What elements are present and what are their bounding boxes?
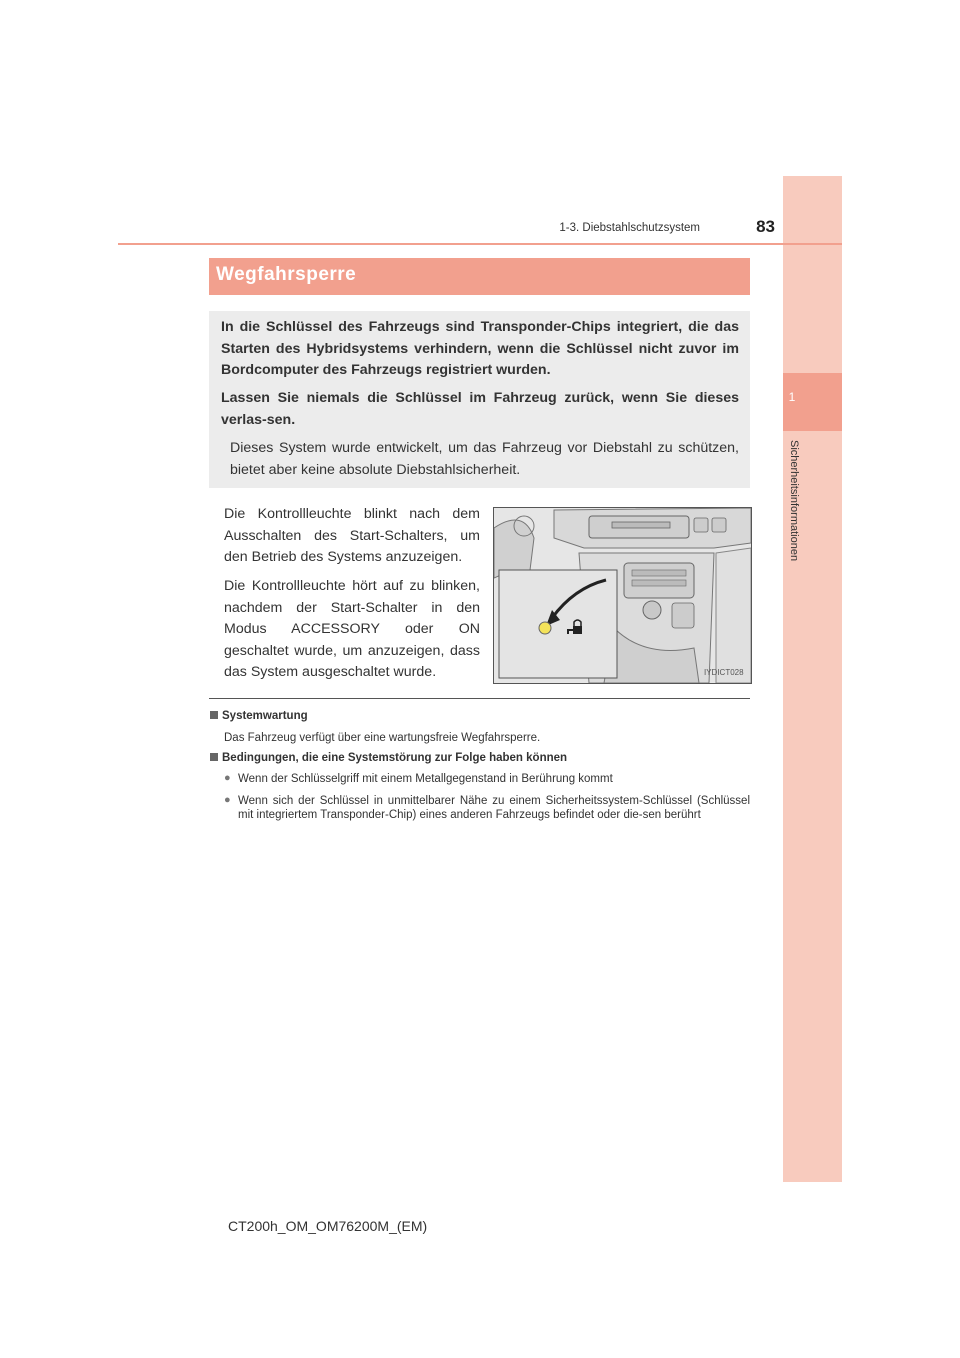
chapter-side-tab — [783, 176, 842, 1182]
footer-document-code: CT200h_OM_OM76200M_(EM) — [228, 1218, 428, 1234]
body-paragraph-stop-blinking: Die Kontrollleuchte hört auf zu blinken, nachdem der Start-Schalter in den Modus ACCESSORY oder ON geschaltet wurde, um anzuzeigen, dass das System ausgeschaltet wurde. — [224, 578, 480, 680]
header-divider — [118, 243, 842, 245]
chapter-label: Sicherheitsinformationen — [788, 440, 800, 562]
note-heading-malfunction — [210, 752, 567, 764]
list-item: Wenn der Schlüsselgriff mit einem Metallgegenstand in Berührung kommt — [238, 773, 613, 785]
info-paragraph-warning: Lassen Sie niemals die Schlüssel im Fahrzeug zurück, wenn Sie dieses verlas-sen. — [221, 390, 739, 428]
note-heading-text: Systemwartung — [222, 710, 308, 722]
page-title: Wegfahrsperre — [216, 264, 357, 285]
figure-code: IYDICT028 — [704, 668, 744, 677]
info-paragraph-disclaimer: Dieses System wurde entwickelt, um das Fahrzeug vor Diebstahl zu schützen, bietet aber keine absolute Diebstahlsicherheit. — [230, 440, 739, 478]
chapter-number: 1 — [788, 390, 796, 404]
list-item: Wenn sich der Schlüssel in unmittelbarer Nähe zu einem Sicherheitssystem-Schlüssel (Schlüssel mit integriertem Transponder-Chip) eines anderen Fahrzeugs befindet oder die-sen berührt — [238, 795, 750, 821]
page-number: 83 — [756, 217, 775, 236]
note-text-maintenance: Das Fahrzeug verfügt über eine wartungsfreie Wegfahrsperre. — [224, 732, 541, 744]
body-paragraph-blinking: Die Kontrollleuchte blinkt nach dem Ausschalten des Start-Schalters, um den Betrieb des Systems anzuzeigen. — [224, 506, 480, 565]
round-bullet-icon: ● — [224, 772, 231, 784]
dashboard-drawing — [494, 508, 751, 683]
square-bullet-icon — [210, 753, 218, 761]
info-paragraph-transponder: In die Schlüssel des Fahrzeugs sind Transponder-Chips integriert, die das Starten des Hybridsystems verhindern, wenn die Schlüssel nicht zuvor im Bordcomputer des Fahrzeugs registriert wurden. — [221, 319, 739, 378]
square-bullet-icon — [210, 711, 218, 719]
note-heading-text: Bedingungen, die eine Systemstörung zur Folge haben können — [222, 752, 568, 764]
note-heading-maintenance — [210, 710, 308, 722]
dashboard-illustration — [493, 507, 752, 684]
notes-divider — [209, 698, 750, 699]
section-heading: 1-3. Diebstahlschutzsystem — [559, 222, 700, 234]
round-bullet-icon: ● — [224, 794, 231, 806]
